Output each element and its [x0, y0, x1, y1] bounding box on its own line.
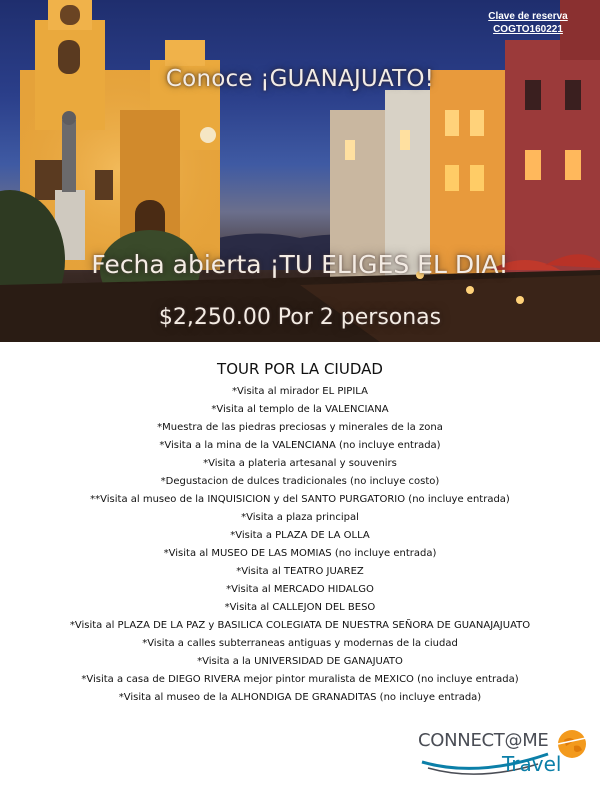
- tour-item: *Visita al templo de la VALENCIANA: [211, 404, 389, 415]
- connectme-travel-logo: [418, 722, 590, 786]
- guanajuato-photo: [0, 0, 600, 342]
- tour-item: *Visita a plateria artesanal y souvenirs: [203, 458, 397, 469]
- tour-list: [0, 383, 600, 707]
- tour-item: *Visita a plaza principal: [241, 512, 359, 523]
- tour-item: *Visita al MUSEO DE LAS MOMIAS (no incluye entrada): [163, 548, 437, 559]
- tour-item: *Muestra de las piedras preciosas y minerales de la zona: [157, 422, 443, 433]
- tour-section: [0, 360, 600, 707]
- reservation-label: Clave de reserva: [488, 11, 568, 22]
- hero-date-line: Fecha abierta ¡TU ELIGES EL DIA!: [91, 250, 509, 279]
- tour-item: *Visita al TEATRO JUAREZ: [236, 566, 364, 577]
- tour-item: *Visita al museo de la ALHONDIGA DE GRANADITAS (no incluye entrada): [118, 692, 482, 703]
- tour-item: *Visita a PLAZA DE LA OLLA: [230, 530, 370, 541]
- tour-item: *Visita a la mina de la VALENCIANA (no incluye entrada): [159, 440, 441, 451]
- hero-banner: [0, 0, 600, 342]
- tour-heading: TOUR POR LA CIUDAD: [217, 360, 383, 378]
- hero-title: Conoce ¡GUANAJUATO!: [165, 66, 435, 92]
- reservation-code-block: [478, 10, 578, 36]
- tour-item: *Visita al PLAZA DE LA PAZ y BASILICA COLEGIATA DE NUESTRA SEÑORA DE GUANAJAJUATO: [69, 620, 531, 631]
- reservation-code: COGTO160221: [493, 24, 563, 35]
- tour-item: *Visita a la UNIVERSIDAD DE GANAJUATO: [197, 656, 403, 667]
- tour-item: *Visita al mirador EL PIPILA: [232, 386, 368, 397]
- logo-text-connectme: CONNECT@ME: [418, 730, 549, 751]
- globe-icon: [556, 728, 588, 760]
- tour-item: *Visita al CALLEJON DEL BESO: [224, 602, 376, 613]
- hero-price-line: $2,250.00 Por 2 personas: [158, 305, 442, 330]
- tour-item: **Visita al museo de la INQUISICION y del SANTO PURGATORIO (no incluye entrada): [90, 494, 510, 505]
- tour-item: *Visita al MERCADO HIDALGO: [226, 584, 374, 595]
- tour-item: *Visita a calles subterraneas antiguas y modernas de la ciudad: [142, 638, 458, 649]
- tour-item: *Visita a casa de DIEGO RIVERA mejor pintor muralista de MEXICO (no incluye entrada): [81, 674, 519, 685]
- tour-item: *Degustacion de dulces tradicionales (no incluye costo): [160, 476, 440, 487]
- logo-text-travel: Travel: [502, 752, 562, 776]
